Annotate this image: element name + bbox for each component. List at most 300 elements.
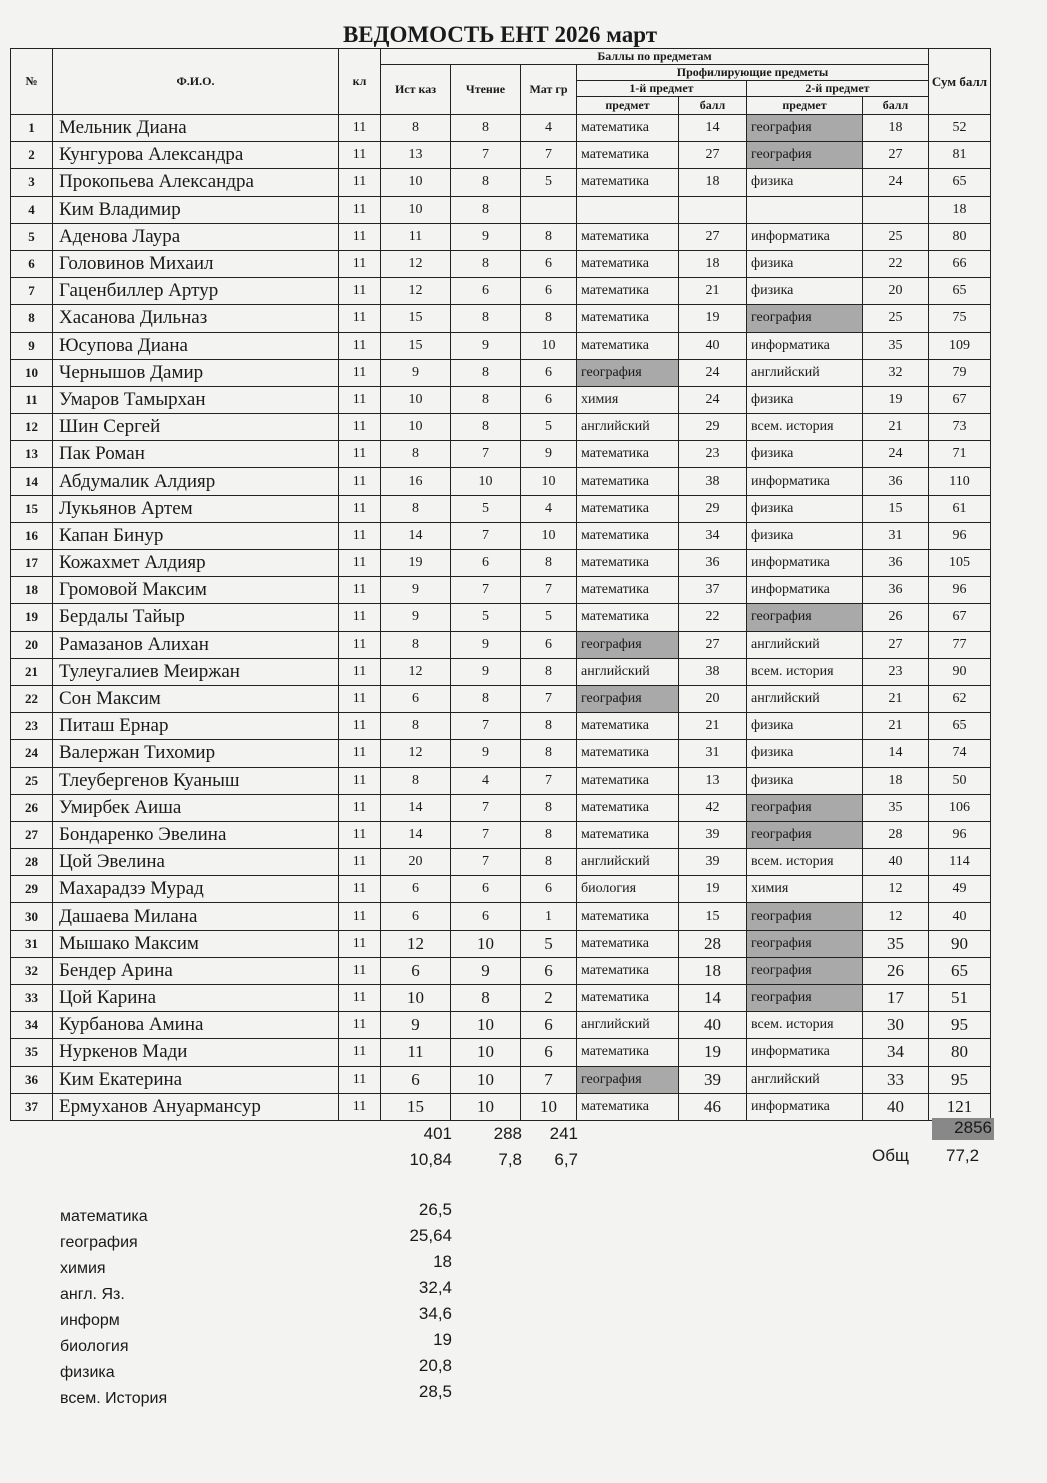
subject-2: английский: [747, 359, 863, 386]
score-reading: 8: [451, 250, 521, 277]
score-subject-1: 19: [679, 1039, 747, 1066]
score-math-literacy: 10: [521, 468, 577, 495]
table-row: [11, 332, 991, 359]
score-subject-1: 27: [679, 142, 747, 169]
total-score: 110: [929, 468, 991, 495]
score-math-literacy: 6: [521, 1012, 577, 1039]
class: 11: [339, 604, 381, 631]
total-math-literacy: 241: [549, 1124, 578, 1143]
score-ist: 6: [381, 685, 451, 712]
score-math-literacy: 5: [521, 414, 577, 441]
score-subject-1: 40: [679, 332, 747, 359]
subject-1: математика: [577, 169, 679, 196]
header-scores-group: Баллы по предметам: [381, 49, 929, 65]
class: 11: [339, 767, 381, 794]
subject-average-row: [60, 1356, 460, 1382]
class: 11: [339, 903, 381, 930]
row-number: 18: [11, 577, 53, 604]
subject-1: английский: [577, 414, 679, 441]
score-reading: 10: [451, 1012, 521, 1039]
score-reading: 8: [451, 115, 521, 142]
subject-1: математика: [577, 522, 679, 549]
subject-1: математика: [577, 495, 679, 522]
total-score: 95: [929, 1066, 991, 1093]
score-math-literacy: 4: [521, 115, 577, 142]
score-math-literacy: 6: [521, 278, 577, 305]
score-reading: 7: [451, 821, 521, 848]
class: 11: [339, 1093, 381, 1120]
subject-1: биология: [577, 876, 679, 903]
class: 11: [339, 821, 381, 848]
subject-2: информатика: [747, 550, 863, 577]
table-row: [11, 767, 991, 794]
score-ist: 9: [381, 604, 451, 631]
row-number: 27: [11, 821, 53, 848]
student-name: Ким Владимир: [53, 196, 339, 223]
score-reading: 5: [451, 495, 521, 522]
subject-1: математика: [577, 794, 679, 821]
total-sum: 2856: [932, 1118, 994, 1140]
header-subject-2: предмет: [747, 97, 863, 115]
class: 11: [339, 115, 381, 142]
score-subject-2: 31: [863, 522, 929, 549]
score-ist: 10: [381, 985, 451, 1012]
subject-average-value: 26,5: [418, 1200, 452, 1219]
score-reading: 8: [451, 305, 521, 332]
student-name: Тлеубергенов Куаныш: [53, 767, 339, 794]
student-name: Лукьянов Артем: [53, 495, 339, 522]
score-reading: 10: [451, 930, 521, 957]
score-ist: 13: [381, 142, 451, 169]
subject-2: география: [747, 604, 863, 631]
score-reading: 7: [451, 794, 521, 821]
score-math-literacy: 8: [521, 223, 577, 250]
subject-average-name: информ: [60, 1312, 120, 1329]
header-subject-1: предмет: [577, 97, 679, 115]
class: 11: [339, 985, 381, 1012]
score-reading: 5: [451, 604, 521, 631]
score-reading: 9: [451, 631, 521, 658]
score-math-literacy: 9: [521, 441, 577, 468]
score-subject-1: 24: [679, 359, 747, 386]
table-row: [11, 658, 991, 685]
class: 11: [339, 386, 381, 413]
header-reading: Чтение: [451, 65, 521, 115]
subject-1: английский: [577, 1012, 679, 1039]
total-score: 52: [929, 115, 991, 142]
class: 11: [339, 930, 381, 957]
score-ist: 8: [381, 115, 451, 142]
score-ist: 12: [381, 658, 451, 685]
total-score: 80: [929, 223, 991, 250]
score-subject-2: 23: [863, 658, 929, 685]
subject-2: физика: [747, 495, 863, 522]
score-math-literacy: 10: [521, 522, 577, 549]
table-row: [11, 495, 991, 522]
subject-1: математика: [577, 332, 679, 359]
score-reading: 10: [451, 1093, 521, 1120]
score-ist: 8: [381, 631, 451, 658]
subject-average-name: география: [60, 1234, 138, 1251]
student-name: Кожахмет Алдияр: [53, 550, 339, 577]
subject-2: всем. история: [747, 1012, 863, 1039]
score-math-literacy: 4: [521, 495, 577, 522]
row-number: 10: [11, 359, 53, 386]
score-ist: 15: [381, 1093, 451, 1120]
score-math-literacy: 8: [521, 740, 577, 767]
score-ist: 19: [381, 550, 451, 577]
row-number: 8: [11, 305, 53, 332]
student-name: Прокопьева Александра: [53, 169, 339, 196]
subject-2: география: [747, 821, 863, 848]
total-score: 106: [929, 794, 991, 821]
score-subject-2: 19: [863, 386, 929, 413]
score-subject-1: 39: [679, 821, 747, 848]
total-score: 67: [929, 386, 991, 413]
table-row: [11, 903, 991, 930]
score-subject-1: 38: [679, 658, 747, 685]
row-number: 4: [11, 196, 53, 223]
score-subject-1: 23: [679, 441, 747, 468]
score-math-literacy: 6: [521, 876, 577, 903]
row-number: 13: [11, 441, 53, 468]
subject-2: физика: [747, 767, 863, 794]
score-subject-1: 46: [679, 1093, 747, 1120]
class: 11: [339, 359, 381, 386]
class: 11: [339, 794, 381, 821]
score-ist: 10: [381, 196, 451, 223]
score-reading: 10: [451, 468, 521, 495]
score-reading: 8: [451, 196, 521, 223]
row-number: 31: [11, 930, 53, 957]
score-ist: 9: [381, 577, 451, 604]
subject-average-row: [60, 1252, 460, 1278]
score-math-literacy: 8: [521, 794, 577, 821]
table-row: [11, 631, 991, 658]
subject-2: информатика: [747, 1039, 863, 1066]
subject-1: математика: [577, 223, 679, 250]
score-subject-2: 27: [863, 631, 929, 658]
student-name: Ким Екатерина: [53, 1066, 339, 1093]
score-subject-1: 39: [679, 1066, 747, 1093]
score-ist: 14: [381, 522, 451, 549]
student-name: Бендер Арина: [53, 957, 339, 984]
class: 11: [339, 495, 381, 522]
score-subject-2: 26: [863, 957, 929, 984]
score-subject-2: 34: [863, 1039, 929, 1066]
class: 11: [339, 550, 381, 577]
student-name: Тулеугалиев Меиржан: [53, 658, 339, 685]
total-score: 95: [929, 1012, 991, 1039]
sheet-title: ВЕДОМОСТЬ ЕНТ 2026 март: [342, 22, 658, 47]
subject-1: математика: [577, 713, 679, 740]
score-ist: 8: [381, 713, 451, 740]
subject-2: география: [747, 957, 863, 984]
subject-average-row: [60, 1200, 460, 1226]
row-number: 22: [11, 685, 53, 712]
table-row: [11, 1039, 991, 1066]
class: 11: [339, 305, 381, 332]
subject-average-value: 20,8: [418, 1356, 452, 1375]
score-ist: 6: [381, 903, 451, 930]
student-name: Умирбек Аиша: [53, 794, 339, 821]
score-reading: 7: [451, 142, 521, 169]
score-math-literacy: 7: [521, 685, 577, 712]
subject-2: география: [747, 142, 863, 169]
total-score: 65: [929, 957, 991, 984]
score-subject-2: [863, 196, 929, 223]
score-math-literacy: 7: [521, 577, 577, 604]
score-ist: 8: [381, 767, 451, 794]
score-subject-1: [679, 196, 747, 223]
score-subject-1: 18: [679, 957, 747, 984]
average-math-literacy: 6,7: [554, 1150, 578, 1169]
average-label: Общ: [872, 1146, 909, 1165]
subject-1: английский: [577, 658, 679, 685]
total-score: 74: [929, 740, 991, 767]
score-ist: 11: [381, 223, 451, 250]
subject-1: математика: [577, 740, 679, 767]
total-score: 18: [929, 196, 991, 223]
score-reading: 9: [451, 223, 521, 250]
score-ist: 16: [381, 468, 451, 495]
score-reading: 9: [451, 332, 521, 359]
score-subject-1: 42: [679, 794, 747, 821]
subject-2: физика: [747, 441, 863, 468]
table-row: [11, 876, 991, 903]
subject-average-value: 32,4: [418, 1278, 452, 1297]
score-subject-2: 40: [863, 1093, 929, 1120]
class: 11: [339, 957, 381, 984]
score-subject-1: 15: [679, 903, 747, 930]
table-row: [11, 522, 991, 549]
total-score: 51: [929, 985, 991, 1012]
row-number: 14: [11, 468, 53, 495]
score-subject-2: 40: [863, 849, 929, 876]
subject-1: математика: [577, 550, 679, 577]
row-number: 19: [11, 604, 53, 631]
class: 11: [339, 1039, 381, 1066]
subject-1: математика: [577, 577, 679, 604]
total-score: 79: [929, 359, 991, 386]
score-math-literacy: 8: [521, 305, 577, 332]
score-subject-1: 13: [679, 767, 747, 794]
student-name: Курбанова Амина: [53, 1012, 339, 1039]
score-reading: 7: [451, 441, 521, 468]
header-math-literacy: Мат гр: [521, 65, 577, 115]
score-math-literacy: 1: [521, 903, 577, 930]
subject-average-value: 25,64: [409, 1226, 452, 1245]
table-row: [11, 169, 991, 196]
class: 11: [339, 631, 381, 658]
score-reading: 7: [451, 577, 521, 604]
total-score: 65: [929, 278, 991, 305]
row-number: 2: [11, 142, 53, 169]
subject-2: география: [747, 903, 863, 930]
average-ist: 10,84: [409, 1150, 452, 1169]
score-math-literacy: 6: [521, 250, 577, 277]
score-reading: 6: [451, 903, 521, 930]
score-math-literacy: 6: [521, 957, 577, 984]
score-reading: 8: [451, 169, 521, 196]
score-math-literacy: 6: [521, 631, 577, 658]
score-subject-1: 36: [679, 550, 747, 577]
class: 11: [339, 468, 381, 495]
subject-2: география: [747, 794, 863, 821]
subject-2: английский: [747, 631, 863, 658]
average-sum: 77,2: [946, 1146, 980, 1165]
subject-average-row: [60, 1278, 460, 1304]
score-subject-1: 29: [679, 414, 747, 441]
score-ist: 9: [381, 1012, 451, 1039]
score-math-literacy: 10: [521, 1093, 577, 1120]
score-reading: 10: [451, 1039, 521, 1066]
score-subject-1: 40: [679, 1012, 747, 1039]
subject-2: география: [747, 985, 863, 1012]
subject-average-row: [60, 1330, 460, 1356]
score-reading: 8: [451, 685, 521, 712]
row-number: 28: [11, 849, 53, 876]
student-name: Цой Эвелина: [53, 849, 339, 876]
score-subject-1: 34: [679, 522, 747, 549]
header-profile-group: Профилирующие предметы: [577, 65, 929, 81]
table-row: [11, 821, 991, 848]
student-name: Питаш Ернар: [53, 713, 339, 740]
score-math-literacy: 2: [521, 985, 577, 1012]
subject-2: химия: [747, 876, 863, 903]
student-name: Умаров Тамырхан: [53, 386, 339, 413]
header-score-2: балл: [863, 97, 929, 115]
class: 11: [339, 658, 381, 685]
student-name: Нуркенов Мади: [53, 1039, 339, 1066]
total-score: 62: [929, 685, 991, 712]
subject-2: география: [747, 115, 863, 142]
subject-2: физика: [747, 386, 863, 413]
student-name: Сон Максим: [53, 685, 339, 712]
table-row: [11, 468, 991, 495]
class: 11: [339, 1066, 381, 1093]
student-name: Бондаренко Эвелина: [53, 821, 339, 848]
table-row: [11, 359, 991, 386]
class: 11: [339, 522, 381, 549]
student-name: Бердалы Тайыр: [53, 604, 339, 631]
score-subject-1: 29: [679, 495, 747, 522]
header-second-subject: 2-й предмет: [747, 81, 929, 97]
student-name: Чернышов Дамир: [53, 359, 339, 386]
table-row: [11, 1093, 991, 1120]
row-number: 25: [11, 767, 53, 794]
score-subject-2: 21: [863, 713, 929, 740]
score-subject-2: 36: [863, 468, 929, 495]
score-ist: 11: [381, 1039, 451, 1066]
score-subject-2: 30: [863, 1012, 929, 1039]
score-reading: 6: [451, 550, 521, 577]
total-score: 65: [929, 169, 991, 196]
row-number: 11: [11, 386, 53, 413]
subject-1: математика: [577, 115, 679, 142]
subject-1: математика: [577, 985, 679, 1012]
row-number: 6: [11, 250, 53, 277]
score-reading: 4: [451, 767, 521, 794]
score-subject-1: 39: [679, 849, 747, 876]
student-name: Гаценбиллер Артур: [53, 278, 339, 305]
student-name: Громовой Максим: [53, 577, 339, 604]
score-ist: 15: [381, 332, 451, 359]
score-subject-1: 31: [679, 740, 747, 767]
score-reading: 9: [451, 740, 521, 767]
score-reading: 7: [451, 522, 521, 549]
header-class: кл: [339, 49, 381, 115]
score-subject-2: 35: [863, 930, 929, 957]
class: 11: [339, 223, 381, 250]
score-subject-2: 36: [863, 577, 929, 604]
average-reading: 7,8: [498, 1150, 522, 1169]
student-name: Ермуханов Ануармансур: [53, 1093, 339, 1120]
subject-1: география: [577, 631, 679, 658]
total-score: 75: [929, 305, 991, 332]
score-math-literacy: [521, 196, 577, 223]
row-number: 12: [11, 414, 53, 441]
subject-average-value: 34,6: [418, 1304, 452, 1323]
row-number: 29: [11, 876, 53, 903]
student-name: Цой Карина: [53, 985, 339, 1012]
score-subject-2: 24: [863, 441, 929, 468]
student-name: Капан Бинур: [53, 522, 339, 549]
table-row: [11, 386, 991, 413]
subject-average-name: математика: [60, 1208, 148, 1225]
student-name: Махарадзэ Мурад: [53, 876, 339, 903]
header-score-1: балл: [679, 97, 747, 115]
table-row: [11, 223, 991, 250]
subject-1: математика: [577, 930, 679, 957]
subject-average-row: [60, 1304, 460, 1330]
score-math-literacy: 5: [521, 930, 577, 957]
row-number: 16: [11, 522, 53, 549]
score-ist: 6: [381, 1066, 451, 1093]
total-score: 65: [929, 713, 991, 740]
total-score: 73: [929, 414, 991, 441]
row-number: 15: [11, 495, 53, 522]
student-name: Головинов Михаил: [53, 250, 339, 277]
class: 11: [339, 441, 381, 468]
score-reading: 8: [451, 985, 521, 1012]
score-ist: 6: [381, 876, 451, 903]
subject-average-name: всем. История: [60, 1390, 168, 1407]
row-number: 24: [11, 740, 53, 767]
subject-average-row: [60, 1226, 460, 1252]
subject-2: всем. история: [747, 658, 863, 685]
score-ist: 9: [381, 359, 451, 386]
table-body: [11, 115, 991, 1121]
score-reading: 8: [451, 386, 521, 413]
subject-2: информатика: [747, 223, 863, 250]
subject-1: география: [577, 1066, 679, 1093]
class: 11: [339, 142, 381, 169]
subject-2: география: [747, 305, 863, 332]
score-math-literacy: 5: [521, 169, 577, 196]
student-name: Мышако Максим: [53, 930, 339, 957]
class: 11: [339, 1012, 381, 1039]
table-row: [11, 250, 991, 277]
table-row: [11, 604, 991, 631]
subject-1: география: [577, 359, 679, 386]
subject-1: [577, 196, 679, 223]
row-number: 9: [11, 332, 53, 359]
class: 11: [339, 876, 381, 903]
score-subject-2: 25: [863, 305, 929, 332]
subject-1: математика: [577, 278, 679, 305]
score-subject-2: 18: [863, 767, 929, 794]
